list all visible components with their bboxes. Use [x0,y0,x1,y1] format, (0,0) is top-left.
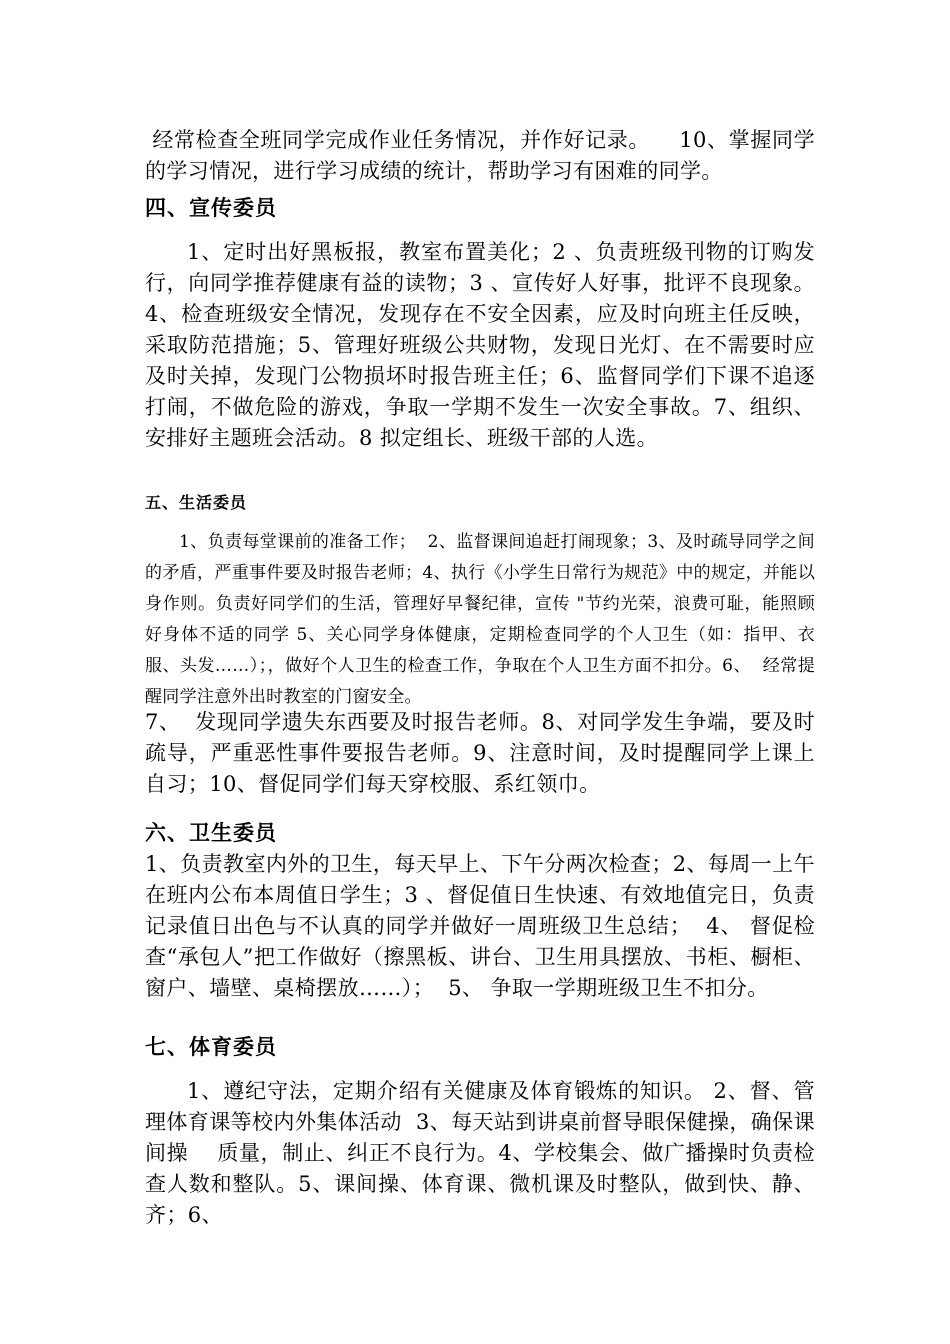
section-publicity [145,193,815,224]
section-text-life: 7、 发现同学遗失东西要及时报告老师。8、对同学发生争端，要及时疏导，严重恶性事件要报告老师。9、注意时间，及时提醒同学上课上自习；10、督促同学们每天穿校服、系红领巾。 [145,710,815,796]
intro-paragraph: 经常检查全班同学完成作业任务情况，并作好记录。 10、掌握同学的学习情况，进行学习成绩的统计，帮助学习有困难的同学。 [145,128,815,183]
section-heading-life: 五、生活委员 [145,493,248,512]
intro-paragraph-block [145,125,815,187]
section-publicity-body [145,237,815,454]
section-hygiene [145,818,815,849]
section-text-life-small: 1、负责每堂课前的准备工作； 2、监督课间追赶打闹现象；3、及时疏导同学之间的矛盾，严重事件要及时报告老师；4、执行《小学生日常行为规范》中的规定，并能以身作则。负责好同学们的生活，管理好早餐纪律，宣传 "节约光荣，浪费可耻，能照顾好身体不适的同学 5、关心同学身体健康，定期检查同学的个人卫生（如：指甲、衣服、头发……）；，做好个人卫生的检查工作，争取在个人卫生方面不扣分。6、 经常提醒同学注意外出时教室的门窗安全。 [145,532,815,707]
section-text-sports: 1、遵纪守法，定期介绍有关健康及体育锻炼的知识。 2、督、管理体育课等校内外集体活动 3、每天站到讲桌前督导眼保健操，确保课间操 质量，制止、纠正不良行为。4、学校集会、做广播操时负责检查人数和整队。5、课间操、体育课、微机课及时整队，做到快、静、齐；6、 [145,1079,815,1227]
section-life-body [145,527,815,713]
section-life [145,487,815,518]
section-sports-body [145,1076,815,1231]
section-text-publicity: 1、定时出好黑板报，教室布置美化；2 、负责班级刊物的订购发行，向同学推荐健康有益的读物；3 、宣传好人好事，批评不良现象。4、检查班级安全情况，发现存在不安全因素，应及时向班主任反映，采取防范措施；5、管理好班级公共财物，发现日光灯、在不需要时应及时关掉，发现门公物损坏时报告班主任；6、监督同学们下课不追逐打闹，不做危险的游戏，争取一学期不发生一次安全事故。7、组织、安排好主题班会活动。8 拟定组长、班级干部的人选。 [145,240,815,450]
section-heading-sports: 七、体育委员 [145,1035,277,1059]
section-life-body-2 [145,707,815,800]
section-heading-publicity: 四、宣传委员 [145,196,277,220]
section-heading-hygiene: 六、卫生委员 [145,821,277,845]
section-hygiene-body [145,849,815,1004]
section-text-hygiene: 1、负责教室内外的卫生，每天早上、下午分两次检查；2、每周一上午在班内公布本周值日学生；3 、督促值日生快速、有效地值完日，负责记录值日出色与不认真的同学并做好一周班级卫生总结； 4、 督促检查“承包人”把工作做好（擦黑板、讲台、卫生用具摆放、书柜、橱柜、窗户、墙壁、桌椅摆放……）； 5、 争取一学期班级卫生不扣分。 [145,852,815,1000]
section-sports [145,1032,815,1063]
